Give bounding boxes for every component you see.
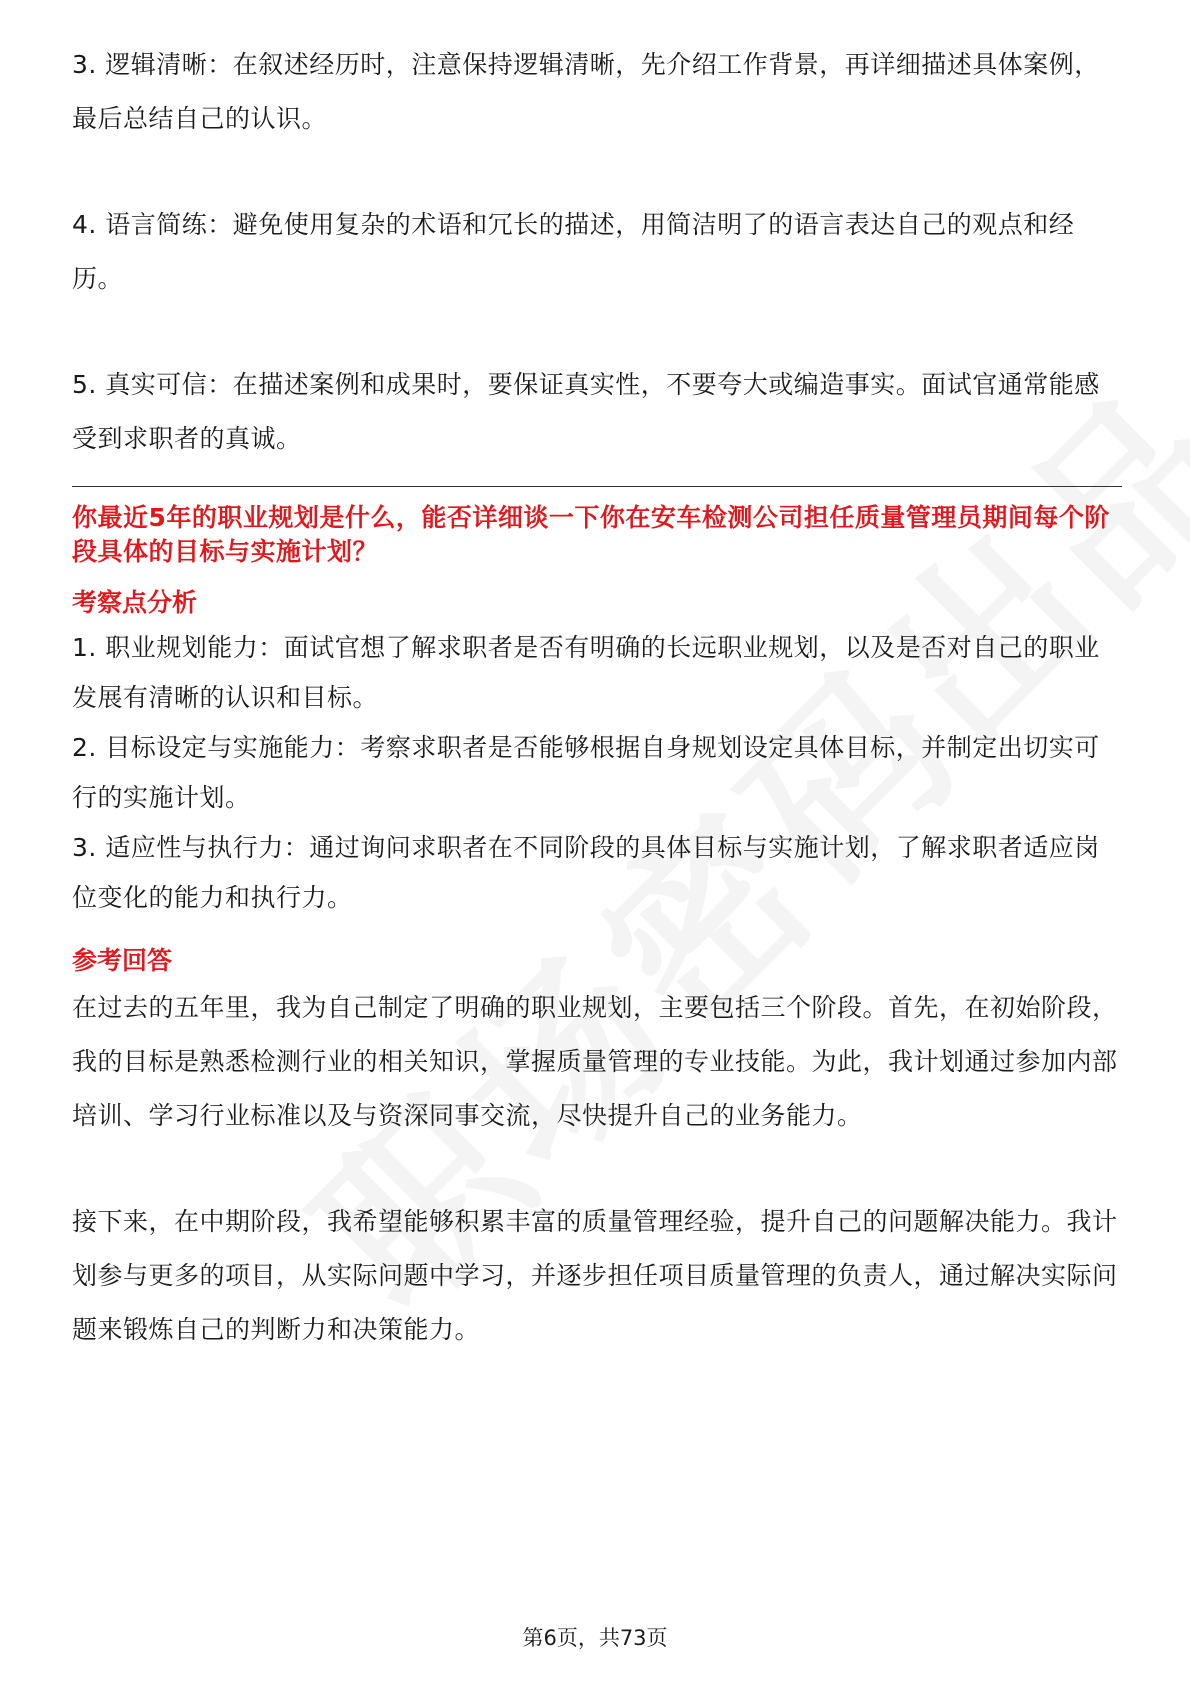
document-page bbox=[72, 38, 1122, 1357]
answer-paragraph: 接下来，在中期阶段，我希望能够积累丰富的质量管理经验，提升自己的问题解决能力。我计划参与更多的项目，从实际问题中学习，并逐步担任项目质量管理的负责人，通过解决实际问题来锻炼自己的判断力和决策能力。 bbox=[72, 1207, 1118, 1344]
analysis-section bbox=[72, 583, 1122, 923]
answer-section bbox=[72, 941, 1122, 1357]
analysis-item: 1. 职业规划能力：面试官想了解求职者是否有明确的长远职业规划，以及是否对自己的职业发展有清晰的认识和目标。 bbox=[72, 633, 1100, 712]
analysis-item: 3. 适应性与执行力：通过询问求职者在不同阶段的具体目标与实施计划，了解求职者适应岗位变化的能力和执行力。 bbox=[72, 833, 1100, 912]
answer-heading: 参考回答 bbox=[72, 946, 173, 975]
section-divider bbox=[72, 486, 1122, 487]
analysis-heading: 考察点分析 bbox=[72, 588, 198, 617]
tip-item: 3. 逻辑清晰：在叙述经历时，注意保持逻辑清晰，先介绍工作背景，再详细描述具体案例，最后总结自己的认识。 bbox=[72, 50, 1100, 133]
tip-item: 5. 真实可信：在描述案例和成果时，要保证真实性，不要夸大或编造事实。面试官通常能感受到求职者的真诚。 bbox=[72, 370, 1100, 453]
analysis-item: 2. 目标设定与实施能力：考察求职者是否能够根据自身规划设定具体目标，并制定出切实可行的实施计划。 bbox=[72, 733, 1100, 812]
interview-question: 你最近5年的职业规划是什么，能否详细谈一下你在安车检测公司担任质量管理员期间每个阶段具体的目标与实施计划？ bbox=[72, 503, 1110, 566]
answer-paragraph: 在过去的五年里，我为自己制定了明确的职业规划，主要包括三个阶段。首先，在初始阶段，我的目标是熟悉检测行业的相关知识，掌握质量管理的专业技能。为此，我计划通过参加内部培训、学习行业标准以及与资深同事交流，尽快提升自己的业务能力。 bbox=[72, 993, 1118, 1130]
tip-item: 4. 语言简练：避免使用复杂的术语和冗长的描述，用简洁明了的语言表达自己的观点和经历。 bbox=[72, 210, 1075, 293]
page-number: 第6页，共73页 bbox=[522, 1626, 668, 1650]
tips-list bbox=[72, 38, 1122, 466]
